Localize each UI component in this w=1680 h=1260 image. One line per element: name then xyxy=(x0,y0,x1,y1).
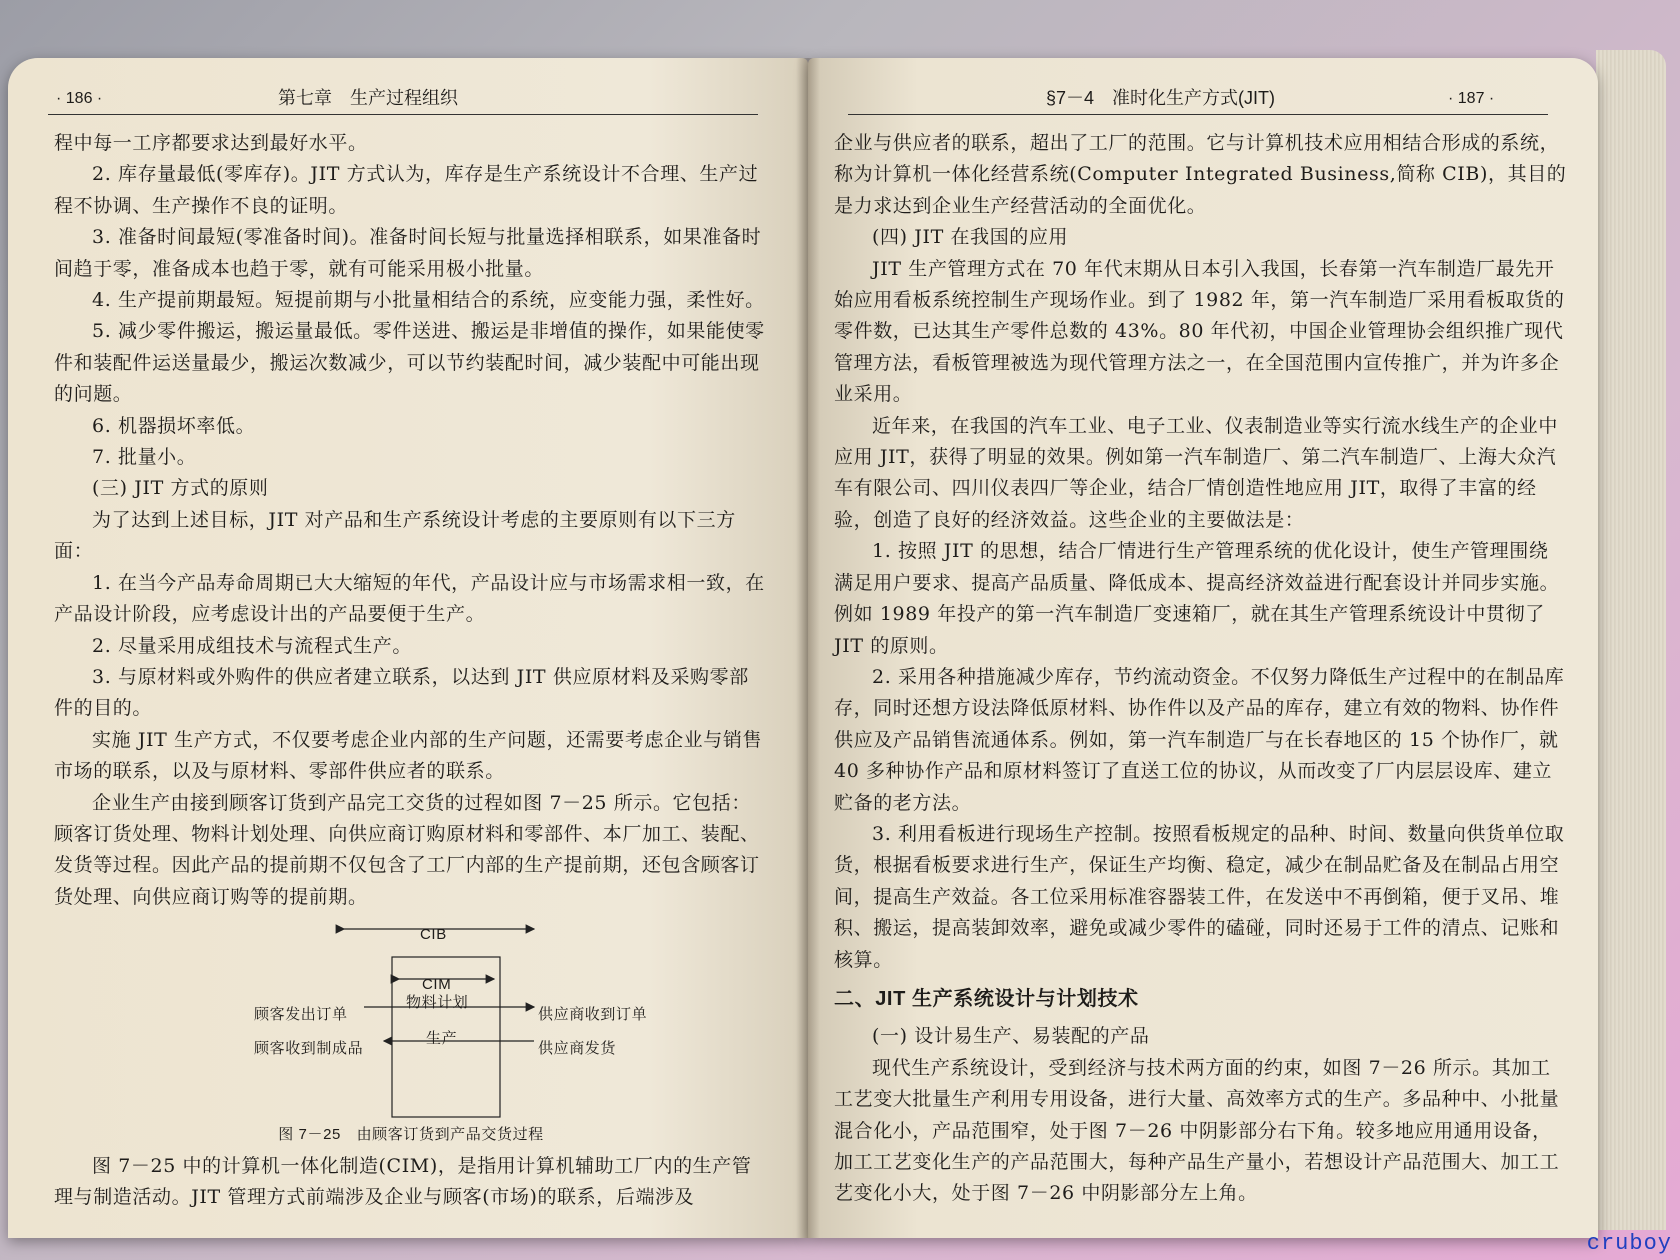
right-final-paragraphs xyxy=(834,1053,1568,1210)
paragraph: (四) JIT 在我国的应用 xyxy=(872,226,1069,249)
paragraph: 1. 按照 JIT 的思想，结合厂情进行生产管理系统的优化设计，使生产管理围绕满足用户要求、提高产品质量、降低成本、提高经济效益进行配套设计并同步实施。例如 1989 年投产的第一汽车制造厂变速箱厂，就在其生产管理系统设计中贯彻了 JIT 的原则。 xyxy=(834,540,1560,657)
cib-label: CIB xyxy=(420,926,447,944)
section-heading: 二、JIT 生产系统设计与计划技术 xyxy=(834,987,1139,1010)
paragraph: 3. 准备时间最短(零准备时间)。准备时间长短与批量选择相联系，如果准备时间趋于零，准备成本也趋于零，就有可能采用极小批量。 xyxy=(54,226,762,280)
paragraph: 7. 批量小。 xyxy=(92,446,197,469)
paragraph: 为了达到上述目标，JIT 对产品和生产系统设计考虑的主要原则有以下三方面： xyxy=(54,508,736,563)
paragraph: 现代生产系统设计，受到经济与技术两方面的约束，如图 7－26 所示。其加工工艺变大批量生产利用专用设备，进行大量、高效率方式的生产。多品种中、小批量混合化小，产品范围窄，处于图 7－26 中阴影部分右下角。较多地应用通用设备，加工工艺变化生产的产品范围大，每种产品生产量小，若想设计产品范围大、加工工艺变化小大，处于图 7－26 中阴影部分左上角。 xyxy=(834,1056,1560,1205)
page-number: · 186 · xyxy=(56,90,103,107)
paragraph: 3. 利用看板进行现场生产控制。按照看板规定的品种、时间、数量向供货单位取货，根据看板要求进行生产，保证生产均衡、稳定，减少在制品贮备及在制品占用空间，提高生产效益。各工位采用标准容器装工件，在发送中不再倒箱，便于叉吊、堆积、搬运，提高装卸效率，避免或减少零件的磕碰，同时还易于工件的清点、记账和核算。 xyxy=(834,822,1565,971)
paragraph: 4. 生产提前期最短。短提前期与小批量相结合的系统，应变能力强，柔性好。 xyxy=(92,289,765,312)
book-spine-shadow xyxy=(796,58,820,1238)
process-diagram xyxy=(54,919,764,1119)
paragraph: 2. 库存量最低(零库存)。JIT 方式认为，库存是生产系统设计不合理、生产过程不协调、生产操作不良的证明。 xyxy=(54,163,759,217)
figure-caption: 图 7－25 由顾客订货到产品交货过程 xyxy=(278,1126,544,1144)
left-paragraphs xyxy=(54,128,768,913)
right-page-content xyxy=(834,128,1568,1210)
section-title: §7－4 准时化生产方式(JIT) xyxy=(1046,88,1276,108)
paragraph: 2. 采用各种措施减少库存，节约流动资金。不仅努力降低生产过程中的在制品库存，同时还想方设法降低原材料、协作件以及产品的库存，建立有效的物料、协作件供应及产品销售流通体系。例如，第一汽车制造厂与在长春地区的 15 个协作厂，就 40 多种协作产品和原材料签订了直送工位的协议，从而改变了厂内层层设库、建立贮备的老方法。 xyxy=(834,665,1565,814)
paragraph: 企业与供应者的联系，超出了工厂的范围。它与计算机技术应用相结合形成的系统，称为计算机一体化经营系统(Computer Integrated Business,简称 CIB)，其目的是力求达到企业生产经营活动的全面优化。 xyxy=(834,132,1567,217)
supplier-ship-label: 供应商发货 xyxy=(538,1040,617,1058)
left-page-content xyxy=(54,128,768,1213)
watermark: cruboy xyxy=(1586,1231,1672,1256)
chapter-title: 第七章 生产过程组织 xyxy=(278,88,458,108)
sub-heading: (一) 设计易生产、易装配的产品 xyxy=(872,1025,1150,1048)
paragraph: 5. 减少零件搬运，搬运量最低。零件送进、搬运是非增值的操作，如果能使零件和装配件运送量最少，搬运次数减少，可以节约装配时间，减少装配中可能出现的问题。 xyxy=(54,320,765,406)
material-plan-label: 物料计划 xyxy=(406,994,469,1012)
paragraph: 3. 与原材料或外购件的供应者建立联系，以达到 JIT 供应原材料及采购零部件的目的。 xyxy=(54,665,749,720)
production-label: 生产 xyxy=(426,1030,458,1048)
cim-label: CIM xyxy=(422,976,452,994)
right-page xyxy=(808,58,1598,1238)
customer-receive-label: 顾客收到制成品 xyxy=(254,1040,364,1058)
supplier-receive-label: 供应商收到订单 xyxy=(538,1006,648,1024)
paragraph: 2. 尽量采用成组技术与流程式生产。 xyxy=(92,634,412,657)
left-page-header xyxy=(8,76,808,116)
paragraph: 近年来，在我国的汽车工业、电子工业、仪表制造业等实行流水线生产的企业中应用 JIT，获得了明显的效果。例如第一汽车制造厂、第二汽车制造厂、上海大众汽车有限公司、四川仪表四厂等企业，结合厂情创造性地应用 JIT，取得了丰富的经验，创造了良好的经济效益。这些企业的主要做法是： xyxy=(834,414,1559,531)
paragraph: 1. 在当今产品寿命周期已大大缩短的年代，产品设计应与市场需求相一致，在产品设计阶段，应考虑设计出的产品要便于生产。 xyxy=(54,571,765,626)
paragraph: 程中每一工序都要求达到最好水平。 xyxy=(54,132,368,154)
right-paragraphs xyxy=(834,128,1568,976)
after-figure-paragraph: 图 7－25 中的计算机一体化制造(CIM)，是指用计算机辅助工厂内的生产管理与制造活动。JIT 管理方式前端涉及企业与顾客(市场)的联系，后端涉及 xyxy=(54,1154,752,1208)
header-rule xyxy=(48,114,758,115)
paragraph: JIT 生产管理方式在 70 年代末期从日本引入我国，长春第一汽车制造厂最先开始应用看板系统控制生产现场作业。到了 1982 年，第一汽车制造厂采用看板取货的零件数，已达其生产零件总数的 43%。80 年代初，中国企业管理协会组织推广现代管理方法，看板管理被选为现代管理方法之一，在全国范围内宣传推广，并为许多企业采用。 xyxy=(834,257,1565,406)
page-edges xyxy=(1596,50,1666,1230)
figure-7-25 xyxy=(54,919,768,1119)
right-page-header xyxy=(808,76,1598,116)
page-number: · 187 · xyxy=(1448,90,1495,107)
paragraph: (三) JIT 方式的原则 xyxy=(92,477,269,500)
paragraph: 实施 JIT 生产方式，不仅要考虑企业内部的生产问题，还需要考虑企业与销售市场的联系，以及与原材料、零部件供应者的联系。 xyxy=(54,728,763,783)
paragraph: 6. 机器损坏率低。 xyxy=(92,414,256,437)
left-page xyxy=(8,58,808,1238)
customer-order-label: 顾客发出订单 xyxy=(254,1006,348,1024)
header-rule xyxy=(848,114,1548,115)
paragraph: 企业生产由接到顾客订货到产品完工交货的过程如图 7－25 所示。它包括：顾客订货处理、物料计划处理、向供应商订购原材料和零部件、本厂加工、装配、发货等过程。因此产品的提前期不仅包含了工厂内部的生产提前期，还包含顾客订货处理、向供应商订购等的提前期。 xyxy=(54,791,760,908)
